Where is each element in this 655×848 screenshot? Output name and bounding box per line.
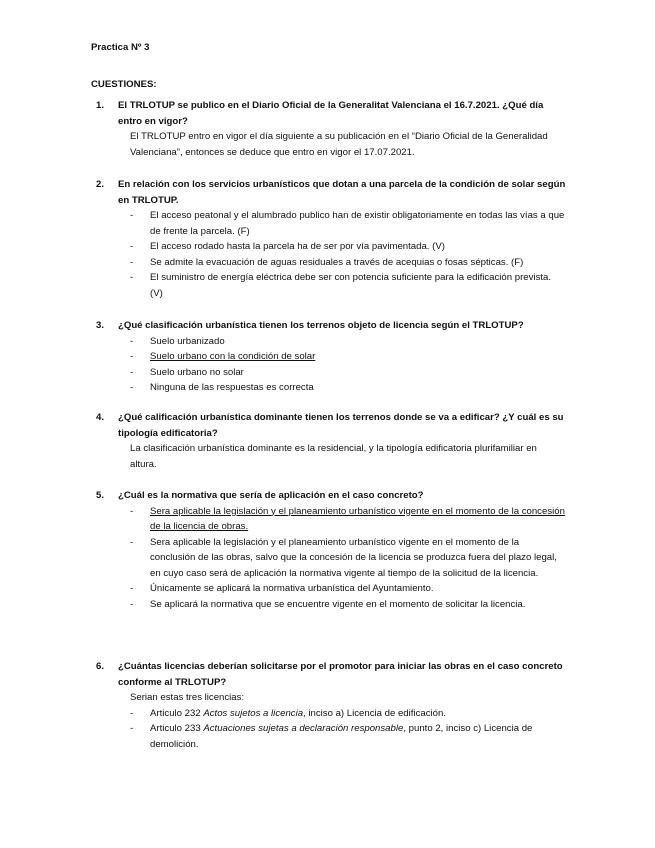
option-text: Sera aplicable la legislación y el planeamiento urbanístico vigente en el momento de la conclusión de las obras, salvo que la concesión de la licencia se produzca fuera del plazo legal, en cuyo caso será de aplicación la normativa vigente al tiempo de la solicitud de la licencia. — [150, 536, 557, 579]
question-text: ¿Qué calificación urbanística dominante tienen los terrenos donde se va a edificar? ¿Y cuál es su tipología edificatoria? — [118, 412, 564, 439]
option-text: El suministro de energía eléctrica debe ser con potencia suficiente para la edificación prevista. (V) — [150, 272, 552, 299]
question-number: 5. — [96, 490, 105, 501]
question-text: En relación con los servicios urbanísticos que dotan a una parcela de la condición de solar según en TRLOTUP. — [118, 179, 566, 206]
answer-text: El TRLOTUP entro en vigor el día siguiente a su publicación en el “Diario Oficial de la Generalidad Valenciana”, entonces se deduce que entro en vigor el 17.07.2021. — [130, 131, 548, 158]
option-text: Se admite la evacuación de aguas residuales a través de acequias o fosas sépticas. (F) — [150, 256, 524, 268]
list-item — [130, 255, 566, 271]
article-ref: Articulo 232 — [150, 707, 204, 719]
answer-intro: Serian estas tres licencias: — [130, 692, 245, 703]
selected-option-text: Sera aplicable la legislación y el planeamiento urbanístico vigente en el momento de la concesión de la licencia de obras. — [150, 505, 565, 532]
dash-bullet: - — [130, 536, 134, 548]
article-detail: , punto 2, inciso c) Licencia de demolición. — [150, 723, 533, 750]
answer-text: La clasificación urbanística dominante es la residencial, y la tipología edificatoria plurifamiliar en altura. — [130, 443, 537, 470]
selected-option-text: Suelo urbano con la condición de solar — [150, 351, 316, 362]
list-item — [130, 380, 566, 396]
option-text — [150, 706, 566, 722]
dash-bullet: - — [130, 505, 134, 517]
option-text: El acceso rodado hasta la parcela ha de ser por vía pavimentada. (V) — [150, 241, 445, 252]
question-number: 2. — [96, 179, 105, 190]
question-3 — [96, 318, 566, 396]
question-text: ¿Cuál es la normativa que sería de aplicación en el caso concreto? — [118, 490, 424, 501]
list-item — [130, 597, 566, 613]
list-item — [130, 721, 566, 752]
list-item — [130, 334, 566, 350]
article-title: Actuaciones sujetas a declaración responsable — [203, 723, 404, 734]
article-detail: , inciso a) Licencia de edificación. — [303, 707, 446, 719]
question-5 — [96, 488, 566, 612]
question-2 — [96, 177, 566, 301]
dash-bullet: - — [130, 335, 134, 347]
question-4 — [96, 410, 566, 472]
option-text: El acceso peatonal y el alumbrado publico han de existir obligatoriamente en todas las vías a que de frente la parcela. (F) — [150, 210, 565, 237]
dash-bullet: - — [130, 351, 134, 362]
dash-bullet: - — [130, 210, 134, 221]
question-text: ¿Cuántas licencias deberían solicitarse por el promotor para iniciar las obras en el caso concreto conforme al TRLOTUP? — [118, 661, 563, 688]
question-text: ¿Qué clasificación urbanística tienen los terrenos objeto de licencia según el TRLOTUP? — [118, 320, 524, 331]
question-1 — [96, 98, 566, 160]
option-text — [150, 721, 566, 752]
dash-bullet: - — [130, 583, 134, 594]
option-text: Se aplicará la normativa que se encuentre vigente en el momento de solicitar la licencia. — [150, 598, 526, 610]
question-6 — [96, 659, 566, 752]
dash-bullet: - — [130, 382, 134, 393]
question-number: 1. — [96, 100, 105, 111]
dash-bullet: - — [130, 272, 134, 283]
option-text: Únicamente se aplicará la normativa urbanística del Ayuntamiento. — [150, 583, 434, 594]
list-item — [130, 581, 566, 597]
question-text: El TRLOTUP se publico en el Diario Oficial de la Generalitat Valenciana el 16.7.2021. ¿Qué día entro en vigor? — [118, 100, 544, 127]
list-item — [130, 504, 566, 535]
page-title: Practica Nº 3 — [91, 42, 150, 53]
list-item — [130, 706, 566, 722]
list-item — [130, 535, 566, 582]
list-item — [130, 270, 566, 301]
list-item — [130, 365, 566, 381]
list-item — [130, 239, 566, 255]
list-item — [130, 349, 566, 365]
dash-bullet: - — [130, 723, 134, 734]
question-number: 3. — [96, 320, 105, 331]
dash-bullet: - — [130, 707, 134, 719]
dash-bullet: - — [130, 366, 134, 378]
option-text: Suelo urbanizado — [150, 335, 225, 347]
article-ref: Articulo 233 — [150, 723, 204, 734]
question-number: 4. — [96, 412, 105, 423]
article-title: Actos sujetos a licencia — [203, 707, 304, 719]
dash-bullet: - — [130, 256, 134, 268]
option-text: Ninguna de las respuestas es correcta — [150, 382, 314, 393]
question-number: 6. — [96, 661, 105, 672]
list-item — [130, 208, 566, 239]
dash-bullet: - — [130, 598, 134, 610]
option-text: Suelo urbano no solar — [150, 366, 244, 378]
dash-bullet: - — [130, 241, 134, 252]
section-heading: CUESTIONES: — [91, 79, 157, 90]
